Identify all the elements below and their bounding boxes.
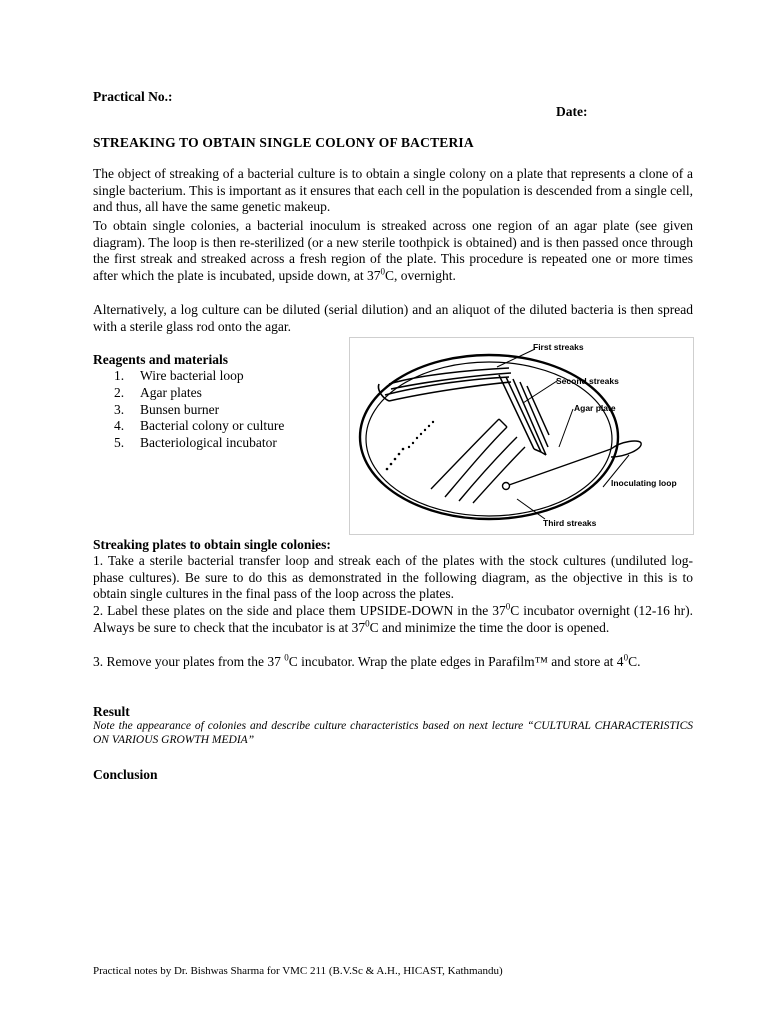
list-item-number: 3. [114,401,125,417]
list-item-number: 5. [114,435,125,451]
list-item-label: Bacteriological incubator [140,435,277,451]
list-item [93,402,284,419]
list-item [93,368,284,385]
intro-paragraph-2 [93,218,693,284]
list-item [93,385,284,402]
page-footer: Practical notes by Dr. Bishwas Sharma for VMC 211 (B.V.Sc & A.H., HICAST, Kathmandu) [93,965,503,977]
step-3 [93,654,693,671]
label-third-streaks: Third streaks [543,518,597,528]
practical-number-label: Practical No.: [93,89,173,104]
streaking-heading: Streaking plates to obtain single colonies: [93,537,331,552]
label-first-streaks: First streaks [533,342,584,352]
step-1: 1. Take a sterile bacterial transfer loop and streak each of the plates with the stock cultures (undiluted log-phase cultures). Be sure to do this as demonstrated in the following diagram, as the objective in this is to obtain single cultures in the final pass of the loop across the plates. [93,553,693,601]
intro-paragraph-3: Alternatively, a log culture can be diluted (serial dilution) and an aliquot of the diluted bacteria is then spread with a sterile glass rod onto the agar. [93,302,693,334]
streak-plate-diagram [349,337,694,535]
result-heading: Result [93,704,130,719]
list-item [93,418,284,435]
label-agar-plate: Agar plate [574,403,616,413]
conclusion-heading: Conclusion [93,767,158,782]
list-item-number: 4. [114,418,125,434]
result-note: Note the appearance of colonies and describe culture characteristics based on next lecture “CULTURAL CHARACTERISTICS ON VARIOUS GROWTH MEDIA” [93,720,693,746]
step-2-text-c: C and minimize the time the door is opened. [369,619,610,635]
intro-paragraph-1: The object of streaking of a bacterial culture is to obtain a single colony on a plate that represents a clone of a single bacterium. This is important as it ensures that each cell in the population is descended from a single cell, and thus, all have the same genetic makeup. [93,166,693,214]
date-label: Date: [556,104,588,119]
list-item [93,435,284,452]
step-2-text-b: C incubator overnight (12-16 hr). Always be sure to check that the incubator is at 37 [93,603,693,635]
list-item-number: 1. [114,368,125,383]
degree-sup: 0 [365,618,370,628]
degree-sup: 0 [505,601,511,612]
intro-p2-tail: C, overnight. [385,267,456,283]
step-3-text-a: 3. Remove your plates from the 37 [93,654,285,669]
list-item-label: Agar plates [140,384,202,400]
degree-sup: 0 [380,266,386,276]
step-2-text-a: 2. Label these plates on the side and place them UPSIDE-DOWN in the 37 [93,603,506,618]
list-item-label: Bacterial colony or culture [140,418,285,434]
list-item-number: 2. [114,384,125,400]
page-title: STREAKING TO OBTAIN SINGLE COLONY OF BACTERIA [93,135,474,150]
step-2 [93,603,693,636]
list-item-label: Wire bacterial loop [140,368,244,383]
diagram-frame [350,338,694,535]
reagents-heading: Reagents and materials [93,352,228,367]
reagents-list [93,368,284,452]
degree-sup: 0 [284,652,289,663]
intro-p2-text: To obtain single colonies, a bacterial inoculum is streaked across one region of an agar plate (see given diagram). The loop is then re-sterilized (or a new sterile toothpick is obtained) and is then passed once through the first streak and streaked across a fresh region of the plate. This procedure is repeated one or more times after which the plate is incubated, upside down, at 37 [93,218,693,283]
step-3-text-b: C incubator. Wrap the plate edges in Parafilm™ and store at 4 [288,654,624,669]
label-second-streaks: Second streaks [556,376,619,386]
list-item-label: Bunsen burner [140,401,220,417]
step-3-text-c: C. [628,654,641,669]
degree-sup: 0 [623,652,629,663]
label-inoculating-loop: Inoculating loop [611,478,677,488]
